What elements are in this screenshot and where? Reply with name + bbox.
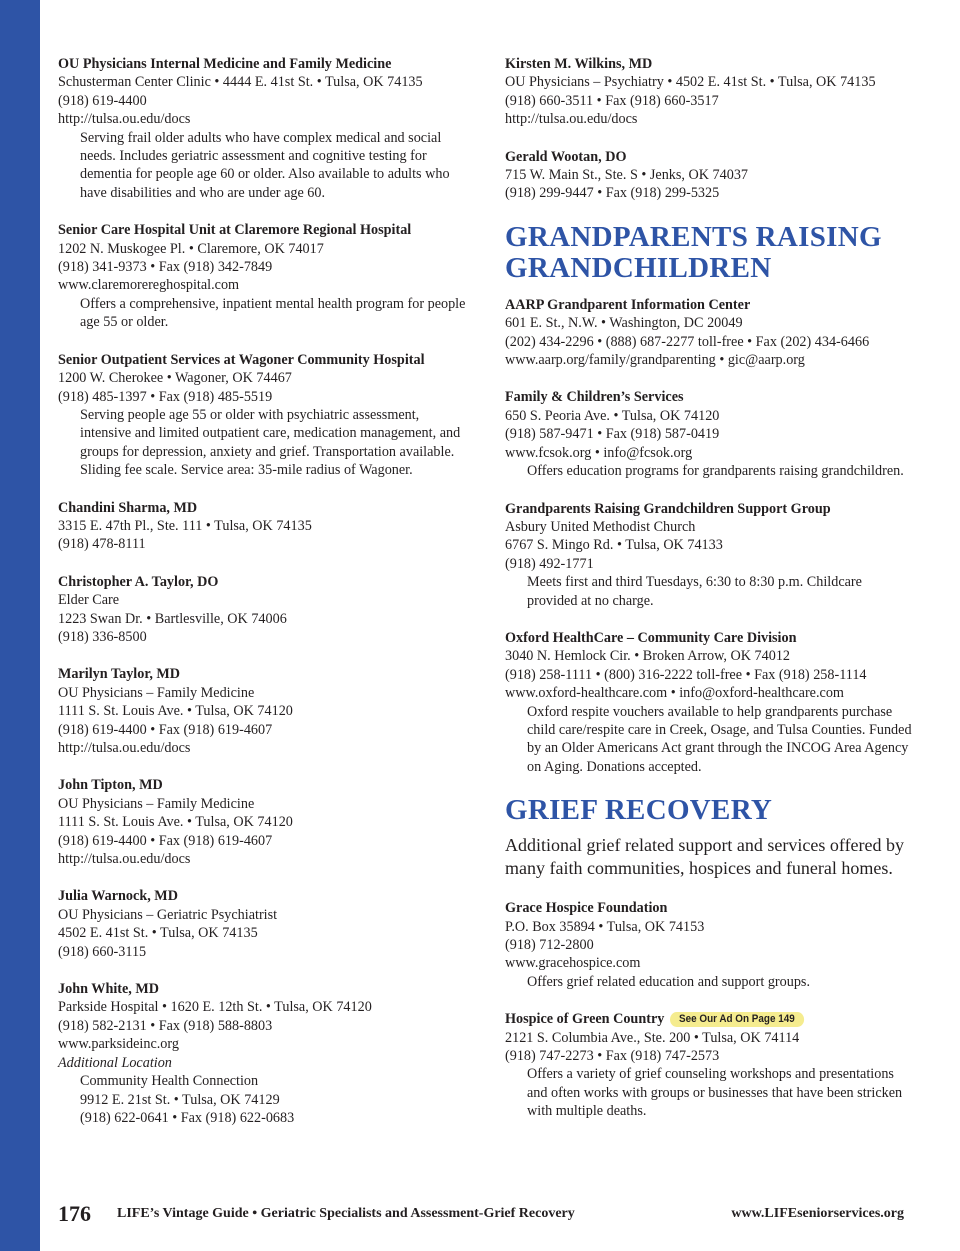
additional-location-phone: (918) 622-0641 • Fax (918) 622-0683 — [80, 1109, 295, 1126]
left-column — [58, 55, 468, 1146]
listing-website[interactable]: http://tulsa.ou.edu/docs — [505, 111, 638, 128]
listing-address: 650 S. Peoria Ave. • Tulsa, OK 74120 — [505, 407, 720, 424]
listing-organization: OU Physicians – Family Medicine — [58, 795, 255, 812]
footer-title: LIFE’s Vintage Guide • Geriatric Specialists and Assessment-Grief Recovery — [117, 1206, 575, 1221]
section-heading-line: GRANDPARENTS RAISING — [505, 220, 882, 253]
listing-entry — [58, 351, 468, 480]
listing-name: Grandparents Raising Grandchildren Support Group — [505, 500, 831, 517]
listing-name: John White, MD — [58, 981, 160, 998]
listing-name: AARP Grandparent Information Center — [505, 296, 751, 313]
section-heading-line: GRANDCHILDREN — [505, 251, 772, 284]
listing-organization: Elder Care — [58, 592, 120, 609]
listing-phone: (918) 485-1397 • Fax (918) 485-5519 — [58, 388, 273, 405]
listing-phone: (918) 478-8111 — [58, 536, 146, 553]
listing-entry — [505, 1010, 915, 1120]
listing-entry — [58, 665, 468, 757]
listing-phone: (918) 712-2800 — [505, 937, 594, 953]
additional-location-name: Community Health Connection — [80, 1073, 259, 1090]
listing-name: Hospice of Green Country — [505, 1011, 665, 1028]
listing-organization: OU Physicians – Geriatric Psychiatrist — [58, 906, 278, 923]
section-heading-grandparents — [505, 222, 915, 284]
listing-website[interactable]: www.fcsok.org • info@fcsok.org — [505, 444, 693, 461]
listing-name: OU Physicians Internal Medicine and Family Medicine — [58, 56, 392, 72]
additional-location-address: 9912 E. 21st St. • Tulsa, OK 74129 — [80, 1091, 280, 1108]
listing-phone: (918) 299-9447 • Fax (918) 299-5325 — [505, 185, 720, 202]
listing-website[interactable]: www.aarp.org/family/grandparenting • gic@aarp.org — [505, 352, 805, 369]
listing-name: Gerald Wootan, DO — [505, 148, 627, 165]
listing-entry — [505, 629, 915, 776]
listing-entry — [505, 296, 915, 370]
listing-name: Marilyn Taylor, MD — [58, 666, 181, 683]
listing-address: 715 W. Main St., Ste. S • Jenks, OK 74037 — [505, 167, 749, 184]
listing-address: OU Physicians – Psychiatry • 4502 E. 41st St. • Tulsa, OK 74135 — [505, 74, 876, 91]
page-number: 176 — [58, 1201, 91, 1226]
listing-name-row — [505, 1010, 915, 1028]
listing-entry — [58, 573, 468, 647]
listing-name: John Tipton, MD — [58, 777, 163, 794]
listing-address: 3315 E. 47th Pl., Ste. 111 • Tulsa, OK 74135 — [58, 517, 312, 534]
listing-name: Oxford HealthCare – Community Care Division — [505, 629, 797, 646]
listing-name: Kirsten M. Wilkins, MD — [505, 56, 653, 72]
listing-entry — [505, 148, 915, 203]
listing-phone: (918) 336-8500 — [58, 628, 147, 645]
listing-phone: (918) 660-3115 — [58, 943, 147, 960]
listing-address: P.O. Box 35894 • Tulsa, OK 74153 — [505, 918, 705, 935]
listing-name: Grace Hospice Foundation — [505, 900, 668, 917]
listing-name: Chandini Sharma, MD — [58, 499, 198, 516]
listing-description: Offers grief related education and support groups. — [527, 973, 811, 990]
listing-description: Serving frail older adults who have complex medical and social needs. Includes geriatric assessment and cognitive testing for dementia for people age 60 or older. Also available to adults who have disabilities and who are under age 60. — [80, 129, 450, 201]
listing-description: Offers a variety of grief counseling workshops and presentations and often works with groups or businesses that have been stricken with multiple deaths. — [527, 1066, 903, 1120]
listing-address: 1202 N. Muskogee Pl. • Claremore, OK 74017 — [58, 240, 324, 257]
listing-website[interactable]: http://tulsa.ou.edu/docs — [58, 851, 191, 868]
listing-name: Family & Children’s Services — [505, 389, 684, 406]
listing-phone: (918) 258-1111 • (800) 316-2222 toll-free • Fax (918) 258-1114 — [505, 666, 867, 683]
left-accent-bar — [0, 0, 40, 1251]
listing-website[interactable]: www.gracehospice.com — [505, 955, 641, 972]
listing-phone: (918) 619-4400 • Fax (918) 619-4607 — [58, 832, 273, 849]
listing-entry — [58, 776, 468, 868]
listing-website[interactable]: www.parksideinc.org — [58, 1036, 179, 1053]
listing-description: Meets first and third Tuesdays, 6:30 to 8:30 p.m. Childcare provided at no charge. — [527, 574, 862, 609]
listing-name: Senior Outpatient Services at Wagoner Community Hospital — [58, 351, 425, 368]
listing-address: 1223 Swan Dr. • Bartlesville, OK 74006 — [58, 610, 287, 627]
listing-name: Christopher A. Taylor, DO — [58, 573, 219, 590]
section-intro: Additional grief related support and services offered by many faith communities, hospices and funeral homes. — [505, 835, 905, 879]
right-column — [505, 55, 915, 1140]
listing-phone: (918) 341-9373 • Fax (918) 342-7849 — [58, 259, 273, 276]
listing-organization: Asbury United Methodist Church — [505, 518, 696, 535]
listing-phone: (918) 492-1771 — [505, 555, 594, 572]
listing-address: 3040 N. Hemlock Cir. • Broken Arrow, OK 74012 — [505, 648, 791, 665]
listing-phone: (918) 619-4400 • Fax (918) 619-4607 — [58, 721, 273, 738]
listing-website[interactable]: www.claremorereghospital.com — [58, 277, 240, 294]
listing-organization: OU Physicians – Family Medicine — [58, 684, 255, 701]
listing-website[interactable]: http://tulsa.ou.edu/docs — [58, 111, 191, 128]
listing-entry — [58, 980, 468, 1127]
listing-entry — [505, 55, 915, 129]
listing-phone: (918) 587-9471 • Fax (918) 587-0419 — [505, 426, 720, 443]
listing-description: Offers education programs for grandparents raising grandchildren. — [527, 463, 904, 480]
listing-entry — [58, 55, 468, 202]
listing-address: 1111 S. St. Louis Ave. • Tulsa, OK 74120 — [58, 814, 293, 831]
listing-entry — [58, 887, 468, 961]
listing-address: 2121 S. Columbia Ave., Ste. 200 • Tulsa, OK 74114 — [505, 1029, 800, 1046]
listing-entry — [505, 899, 915, 991]
listing-address: 6767 S. Mingo Rd. • Tulsa, OK 74133 — [505, 537, 723, 554]
listing-entry — [505, 388, 915, 480]
listing-description: Offers a comprehensive, inpatient mental health program for people age 55 or older. — [80, 295, 466, 331]
listing-entry — [58, 499, 468, 554]
listing-address: 1200 W. Cherokee • Wagoner, OK 74467 — [58, 370, 292, 387]
listing-phone: (202) 434-2296 • (888) 687-2277 toll-free • Fax (202) 434-6466 — [505, 333, 870, 350]
listing-name: Senior Care Hospital Unit at Claremore Regional Hospital — [58, 222, 412, 239]
listing-description: Serving people age 55 or older with psychiatric assessment, intensive and limited outpatient care, medication management, and groups for depression, anxiety and grief. Transportation available. Sliding fee scale. Service area: 35-mile radius of Wagoner. — [80, 406, 461, 479]
section-heading-grief: GRIEF RECOVERY — [505, 794, 773, 827]
listing-address: 4502 E. 41st St. • Tulsa, OK 74135 — [58, 925, 258, 942]
page-footer — [58, 1201, 904, 1227]
see-ad-badge[interactable]: See Our Ad On Page 149 — [670, 1012, 804, 1027]
listing-address: Schusterman Center Clinic • 4444 E. 41st St. • Tulsa, OK 74135 — [58, 74, 423, 91]
listing-website[interactable]: http://tulsa.ou.edu/docs — [58, 740, 191, 756]
listing-address: Parkside Hospital • 1620 E. 12th St. • Tulsa, OK 74120 — [58, 999, 372, 1016]
additional-location-label: Additional Location — [58, 1054, 172, 1071]
listing-phone: (918) 619-4400 — [58, 92, 147, 109]
listing-phone: (918) 582-2131 • Fax (918) 588-8803 — [58, 1017, 273, 1034]
listing-entry — [505, 500, 915, 610]
listing-address: 601 E. St., N.W. • Washington, DC 20049 — [505, 315, 743, 332]
listing-name: Julia Warnock, MD — [58, 888, 178, 905]
listing-phone: (918) 747-2273 • Fax (918) 747-2573 — [505, 1048, 720, 1065]
listing-address: 1111 S. St. Louis Ave. • Tulsa, OK 74120 — [58, 703, 293, 720]
listing-description: Oxford respite vouchers available to help grandparents purchase child care/respite care in Creek, Osage, and Tulsa Counties. Funded by an Older Americans Act grant through the INCOG Area Agency on Aging. Donations accepted. — [527, 703, 912, 775]
listing-entry — [58, 221, 468, 331]
listing-phone: (918) 660-3511 • Fax (918) 660-3517 — [505, 92, 719, 109]
listing-website[interactable]: www.oxford-healthcare.com • info@oxford-healthcare.com — [505, 685, 844, 702]
footer-url[interactable]: www.LIFEseniorservices.org — [731, 1206, 904, 1221]
